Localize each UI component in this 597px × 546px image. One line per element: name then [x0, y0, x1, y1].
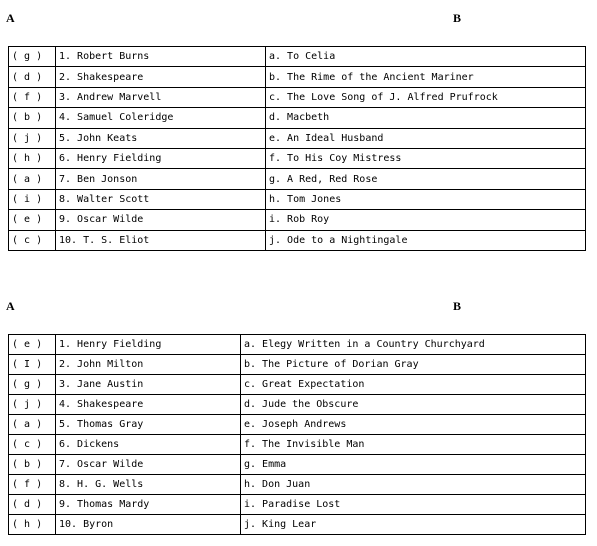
- matching-table-1: [8, 46, 586, 251]
- answer-cell: ( j ): [9, 128, 56, 148]
- column-b-item: f. The Invisible Man: [241, 435, 586, 455]
- table-row: [9, 335, 586, 355]
- matching-table-2: [8, 334, 586, 535]
- column-a-item: 1. Henry Fielding: [56, 335, 241, 355]
- column-a-item: 2. John Milton: [56, 355, 241, 375]
- section-1-col-b-label: B: [453, 11, 462, 25]
- column-a-item: 8. H. G. Wells: [56, 475, 241, 495]
- section-1-col-a-label: A: [6, 11, 15, 25]
- answer-cell: ( a ): [9, 169, 56, 189]
- column-b-item: j. King Lear: [241, 515, 586, 535]
- table-row: [9, 355, 586, 375]
- answer-cell: ( c ): [9, 435, 56, 455]
- column-b-item: i. Rob Roy: [266, 210, 586, 230]
- column-b-item: i. Paradise Lost: [241, 495, 586, 515]
- answer-cell: ( d ): [9, 495, 56, 515]
- table-row: [9, 67, 586, 87]
- column-a-item: 9. Thomas Mardy: [56, 495, 241, 515]
- answer-cell: ( e ): [9, 210, 56, 230]
- table-row: [9, 495, 586, 515]
- table-row: [9, 475, 586, 495]
- answer-cell: ( h ): [9, 515, 56, 535]
- answer-cell: ( b ): [9, 455, 56, 475]
- column-b-item: d. Jude the Obscure: [241, 395, 586, 415]
- column-b-item: g. Emma: [241, 455, 586, 475]
- section-2-col-a-label: A: [6, 299, 15, 313]
- column-b-item: e. Joseph Andrews: [241, 415, 586, 435]
- table-row: [9, 515, 586, 535]
- answer-cell: ( g ): [9, 47, 56, 67]
- column-a-item: 7. Ben Jonson: [56, 169, 266, 189]
- column-b-item: b. The Rime of the Ancient Mariner: [266, 67, 586, 87]
- answer-cell: ( i ): [9, 189, 56, 209]
- table-row: [9, 230, 586, 250]
- column-a-item: 3. Jane Austin: [56, 375, 241, 395]
- table-row: [9, 435, 586, 455]
- column-b-item: d. Macbeth: [266, 108, 586, 128]
- answer-cell: ( b ): [9, 108, 56, 128]
- answer-cell: ( c ): [9, 230, 56, 250]
- column-a-item: 2. Shakespeare: [56, 67, 266, 87]
- column-a-item: 10. T. S. Eliot: [56, 230, 266, 250]
- column-a-item: 6. Dickens: [56, 435, 241, 455]
- column-b-item: a. Elegy Written in a Country Churchyard: [241, 335, 586, 355]
- column-a-item: 4. Samuel Coleridge: [56, 108, 266, 128]
- column-b-item: g. A Red, Red Rose: [266, 169, 586, 189]
- column-a-item: 3. Andrew Marvell: [56, 87, 266, 107]
- table-row: [9, 395, 586, 415]
- table-row: [9, 128, 586, 148]
- answer-cell: ( d ): [9, 67, 56, 87]
- answer-cell: ( j ): [9, 395, 56, 415]
- table-row: [9, 189, 586, 209]
- column-a-item: 9. Oscar Wilde: [56, 210, 266, 230]
- column-a-item: 7. Oscar Wilde: [56, 455, 241, 475]
- column-b-item: b. The Picture of Dorian Gray: [241, 355, 586, 375]
- table-row: [9, 415, 586, 435]
- answer-cell: ( I ): [9, 355, 56, 375]
- table-row: [9, 87, 586, 107]
- answer-cell: ( e ): [9, 335, 56, 355]
- column-b-item: e. An Ideal Husband: [266, 128, 586, 148]
- column-a-item: 1. Robert Burns: [56, 47, 266, 67]
- table-row: [9, 47, 586, 67]
- table-row: [9, 375, 586, 395]
- answer-cell: ( h ): [9, 148, 56, 168]
- column-a-item: 8. Walter Scott: [56, 189, 266, 209]
- answer-cell: ( g ): [9, 375, 56, 395]
- table-row: [9, 108, 586, 128]
- column-b-item: c. The Love Song of J. Alfred Prufrock: [266, 87, 586, 107]
- column-a-item: 6. Henry Fielding: [56, 148, 266, 168]
- column-b-item: h. Tom Jones: [266, 189, 586, 209]
- column-b-item: j. Ode to a Nightingale: [266, 230, 586, 250]
- column-b-item: c. Great Expectation: [241, 375, 586, 395]
- column-a-item: 10. Byron: [56, 515, 241, 535]
- column-b-item: a. To Celia: [266, 47, 586, 67]
- answer-cell: ( f ): [9, 475, 56, 495]
- answer-cell: ( f ): [9, 87, 56, 107]
- section-2-col-b-label: B: [453, 299, 462, 313]
- table-row: [9, 455, 586, 475]
- column-a-item: 4. Shakespeare: [56, 395, 241, 415]
- answer-cell: ( a ): [9, 415, 56, 435]
- table-row: [9, 148, 586, 168]
- table-row: [9, 169, 586, 189]
- column-b-item: h. Don Juan: [241, 475, 586, 495]
- column-a-item: 5. Thomas Gray: [56, 415, 241, 435]
- column-b-item: f. To His Coy Mistress: [266, 148, 586, 168]
- column-a-item: 5. John Keats: [56, 128, 266, 148]
- table-row: [9, 210, 586, 230]
